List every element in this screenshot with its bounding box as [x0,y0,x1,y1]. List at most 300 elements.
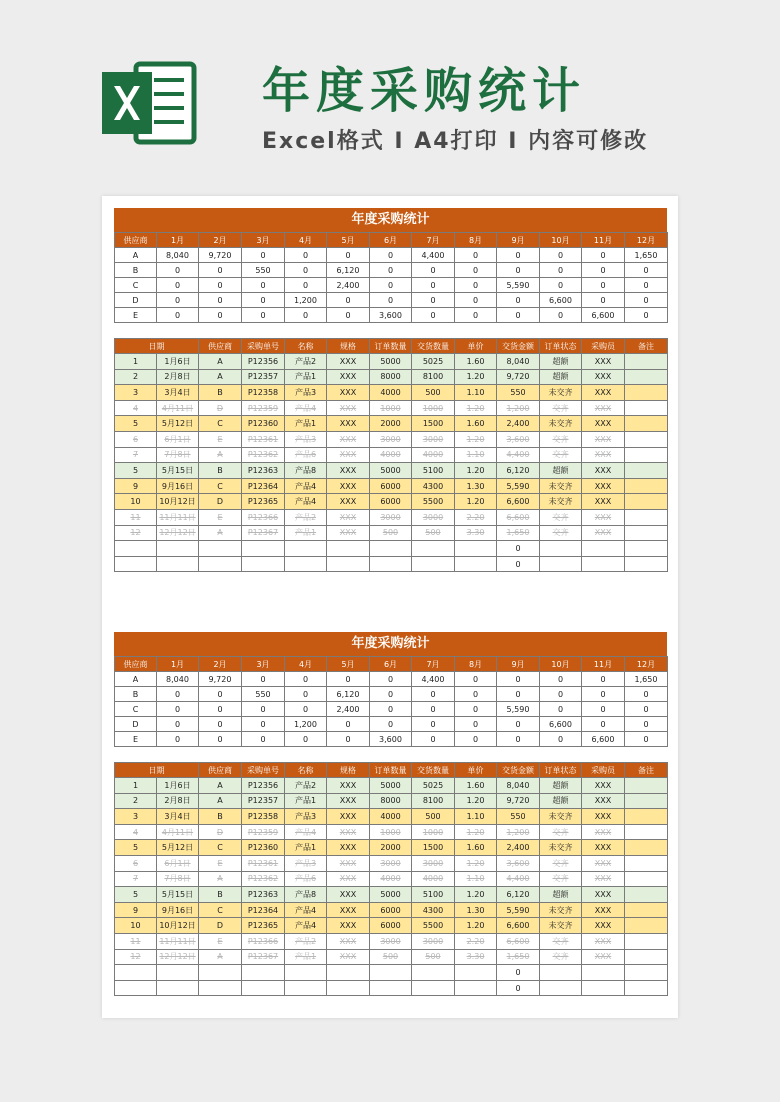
detail-cell[interactable]: XXX [582,840,625,856]
summary-cell[interactable]: 0 [157,293,199,308]
detail-cell[interactable]: 1000 [370,824,412,840]
detail-cell[interactable] [455,541,497,557]
summary-cell[interactable]: 1,200 [285,293,327,308]
summary-cell[interactable]: 0 [412,278,455,293]
detail-cell[interactable] [327,965,370,981]
detail-cell[interactable] [412,965,455,981]
detail-cell[interactable]: 产品1 [285,840,327,856]
summary-cell[interactable]: 0 [370,293,412,308]
detail-cell[interactable]: 产品4 [285,400,327,416]
detail-cell[interactable] [625,902,668,918]
detail-cell[interactable] [199,980,242,996]
detail-cell[interactable]: 未交齐 [540,494,582,510]
detail-cell[interactable]: P12359 [242,824,285,840]
summary-cell[interactable]: 0 [285,263,327,278]
detail-cell[interactable]: XXX [327,478,370,494]
detail-cell[interactable]: 11月11日 [157,933,199,949]
detail-cell[interactable]: 未交齐 [540,840,582,856]
detail-cell[interactable] [199,556,242,572]
detail-cell[interactable] [582,541,625,557]
detail-cell[interactable] [625,918,668,934]
detail-cell[interactable]: 5100 [412,887,455,903]
detail-cell[interactable]: 交齐 [540,431,582,447]
detail-cell[interactable] [625,809,668,825]
detail-cell[interactable]: 4300 [412,478,455,494]
summary-cell[interactable]: 0 [625,687,668,702]
detail-cell[interactable]: A [199,778,242,794]
summary-cell[interactable]: 0 [540,702,582,717]
detail-cell[interactable]: 8,040 [497,354,540,370]
detail-cell[interactable] [625,778,668,794]
detail-cell[interactable]: 11月11日 [157,509,199,525]
detail-cell[interactable]: 5,590 [497,902,540,918]
detail-cell[interactable]: 1.10 [455,871,497,887]
summary-cell[interactable]: 0 [199,717,242,732]
detail-cell[interactable]: 500 [370,525,412,541]
detail-cell[interactable] [625,509,668,525]
detail-cell[interactable] [115,980,157,996]
summary-cell[interactable]: 0 [285,278,327,293]
detail-cell[interactable]: 未交齐 [540,902,582,918]
detail-cell[interactable]: E [199,431,242,447]
detail-cell[interactable]: 3 [115,809,157,825]
detail-cell[interactable]: B [199,463,242,479]
detail-cell[interactable] [327,541,370,557]
summary-cell[interactable]: 0 [370,263,412,278]
detail-cell[interactable]: 5025 [412,354,455,370]
detail-cell[interactable]: C [199,478,242,494]
detail-cell[interactable]: 交齐 [540,447,582,463]
summary-cell[interactable]: 0 [582,702,625,717]
detail-cell[interactable]: 12 [115,949,157,965]
detail-cell[interactable]: P12358 [242,809,285,825]
detail-cell[interactable]: XXX [327,416,370,432]
detail-cell[interactable]: 3.30 [455,949,497,965]
summary-cell[interactable]: 6,600 [540,293,582,308]
detail-cell[interactable]: P12364 [242,902,285,918]
detail-cell[interactable]: 交齐 [540,871,582,887]
summary-cell[interactable]: 0 [455,687,497,702]
detail-cell[interactable]: 1,200 [497,824,540,840]
detail-cell[interactable]: 超额 [540,778,582,794]
summary-cell[interactable]: 0 [327,717,370,732]
detail-cell[interactable] [625,556,668,572]
summary-cell[interactable]: 0 [455,263,497,278]
summary-cell[interactable]: 0 [242,293,285,308]
summary-cell[interactable]: 0 [285,308,327,323]
detail-cell[interactable]: XXX [582,871,625,887]
detail-cell[interactable]: XXX [327,400,370,416]
detail-cell[interactable] [625,887,668,903]
summary-cell[interactable]: 5,590 [497,278,540,293]
detail-cell[interactable]: XXX [582,447,625,463]
detail-cell[interactable] [115,541,157,557]
detail-cell[interactable]: 1.20 [455,824,497,840]
summary-cell[interactable]: 0 [370,702,412,717]
detail-cell[interactable] [285,980,327,996]
detail-cell[interactable] [625,400,668,416]
detail-cell[interactable] [625,933,668,949]
detail-cell[interactable] [370,980,412,996]
detail-cell[interactable] [157,541,199,557]
summary-cell[interactable]: 3,600 [370,308,412,323]
detail-cell[interactable]: P12360 [242,840,285,856]
detail-cell[interactable]: 3000 [412,933,455,949]
detail-cell[interactable]: 2,400 [497,840,540,856]
detail-cell[interactable]: 5月15日 [157,887,199,903]
detail-cell[interactable]: A [199,447,242,463]
detail-cell[interactable]: 产品6 [285,447,327,463]
summary-cell[interactable]: 6,600 [582,732,625,747]
detail-cell[interactable]: 5 [115,840,157,856]
detail-cell[interactable]: 6 [115,855,157,871]
detail-cell[interactable]: 550 [497,385,540,401]
detail-cell[interactable]: 1月6日 [157,778,199,794]
summary-cell[interactable]: 0 [497,263,540,278]
detail-cell[interactable]: P12359 [242,400,285,416]
detail-cell[interactable]: 4000 [412,447,455,463]
detail-cell[interactable]: XXX [327,354,370,370]
detail-cell[interactable]: 11 [115,933,157,949]
detail-cell[interactable]: XXX [327,809,370,825]
detail-cell[interactable]: B [199,887,242,903]
detail-cell[interactable]: 5 [115,416,157,432]
summary-cell[interactable]: 0 [625,702,668,717]
summary-cell[interactable]: 6,600 [582,308,625,323]
summary-cell[interactable]: 1,650 [625,248,668,263]
summary-cell[interactable]: 0 [582,672,625,687]
detail-cell[interactable]: P12363 [242,887,285,903]
detail-cell[interactable]: XXX [327,431,370,447]
detail-cell[interactable]: XXX [582,902,625,918]
detail-cell[interactable]: P12358 [242,385,285,401]
detail-cell[interactable]: 4,400 [497,871,540,887]
summary-cell[interactable]: 1,200 [285,717,327,732]
detail-cell[interactable]: 1.20 [455,918,497,934]
detail-cell[interactable]: 未交齐 [540,416,582,432]
detail-cell[interactable]: 5000 [370,354,412,370]
detail-cell[interactable]: 2.20 [455,509,497,525]
detail-cell[interactable]: 1.20 [455,494,497,510]
detail-cell[interactable] [285,541,327,557]
summary-cell[interactable]: 0 [157,687,199,702]
summary-cell[interactable]: 0 [582,717,625,732]
detail-cell[interactable]: P12365 [242,494,285,510]
detail-cell[interactable]: XXX [582,385,625,401]
detail-cell[interactable]: P12366 [242,509,285,525]
detail-cell[interactable]: 1.60 [455,354,497,370]
detail-cell[interactable]: D [199,400,242,416]
detail-cell[interactable] [540,541,582,557]
summary-cell[interactable]: 4,400 [412,672,455,687]
detail-cell[interactable]: XXX [582,509,625,525]
detail-cell[interactable] [625,385,668,401]
detail-cell[interactable]: 1 [115,778,157,794]
detail-cell[interactable]: 6,600 [497,509,540,525]
detail-cell[interactable]: 6,600 [497,933,540,949]
detail-cell[interactable]: XXX [582,793,625,809]
detail-cell[interactable] [625,463,668,479]
detail-cell[interactable]: 12月12日 [157,525,199,541]
detail-cell[interactable]: 11 [115,509,157,525]
detail-cell[interactable] [199,541,242,557]
summary-cell[interactable]: 0 [412,293,455,308]
summary-cell[interactable]: 5,590 [497,702,540,717]
detail-cell[interactable]: 4000 [370,809,412,825]
detail-cell[interactable] [412,541,455,557]
detail-cell[interactable]: 6,120 [497,887,540,903]
summary-cell[interactable]: 0 [370,717,412,732]
detail-cell[interactable]: XXX [327,887,370,903]
detail-cell[interactable] [412,556,455,572]
detail-cell[interactable]: 超额 [540,463,582,479]
summary-cell[interactable]: 0 [412,702,455,717]
detail-cell[interactable]: 3月4日 [157,385,199,401]
summary-cell[interactable]: 8,040 [157,672,199,687]
detail-cell[interactable] [582,965,625,981]
detail-cell[interactable]: 交齐 [540,949,582,965]
detail-cell[interactable]: 7 [115,447,157,463]
detail-cell[interactable] [625,541,668,557]
detail-cell[interactable]: 3.30 [455,525,497,541]
summary-cell[interactable]: 0 [540,248,582,263]
detail-cell[interactable]: 10 [115,918,157,934]
detail-cell[interactable]: 0 [497,556,540,572]
summary-cell[interactable]: 0 [497,248,540,263]
detail-cell[interactable] [625,369,668,385]
detail-cell[interactable]: XXX [327,369,370,385]
summary-cell[interactable]: 0 [370,248,412,263]
detail-cell[interactable]: 500 [412,385,455,401]
detail-cell[interactable]: 5500 [412,494,455,510]
summary-cell[interactable]: 0 [625,278,668,293]
detail-cell[interactable]: 5500 [412,918,455,934]
detail-cell[interactable] [625,354,668,370]
summary-cell[interactable]: 0 [497,717,540,732]
detail-cell[interactable]: 500 [412,949,455,965]
detail-cell[interactable]: XXX [327,793,370,809]
detail-cell[interactable]: 4 [115,400,157,416]
detail-cell[interactable] [412,980,455,996]
summary-cell[interactable]: 0 [370,687,412,702]
detail-cell[interactable]: 6000 [370,494,412,510]
detail-cell[interactable]: 产品1 [285,793,327,809]
detail-cell[interactable]: 4000 [412,871,455,887]
detail-cell[interactable]: 1.10 [455,447,497,463]
detail-cell[interactable]: P12365 [242,918,285,934]
detail-cell[interactable]: 2月8日 [157,369,199,385]
summary-cell[interactable]: 0 [285,248,327,263]
summary-cell[interactable]: 0 [582,278,625,293]
detail-cell[interactable] [285,965,327,981]
detail-cell[interactable]: P12361 [242,855,285,871]
detail-cell[interactable]: A [199,354,242,370]
summary-cell[interactable]: 0 [625,732,668,747]
detail-cell[interactable]: 1500 [412,416,455,432]
detail-cell[interactable]: 6,120 [497,463,540,479]
detail-cell[interactable]: A [199,369,242,385]
detail-cell[interactable]: 1,650 [497,525,540,541]
summary-cell[interactable]: 0 [157,263,199,278]
detail-cell[interactable]: 9 [115,478,157,494]
detail-cell[interactable]: 产品1 [285,949,327,965]
detail-cell[interactable]: 2 [115,793,157,809]
detail-cell[interactable]: XXX [327,385,370,401]
detail-cell[interactable]: 3000 [412,509,455,525]
detail-cell[interactable]: 3月4日 [157,809,199,825]
detail-cell[interactable] [625,478,668,494]
detail-cell[interactable]: 未交齐 [540,478,582,494]
detail-cell[interactable]: P12357 [242,369,285,385]
detail-cell[interactable]: XXX [327,494,370,510]
detail-cell[interactable]: P12366 [242,933,285,949]
detail-cell[interactable] [157,556,199,572]
detail-cell[interactable]: 8100 [412,793,455,809]
detail-cell[interactable]: XXX [582,887,625,903]
detail-cell[interactable]: 产品2 [285,933,327,949]
detail-cell[interactable]: 1.20 [455,431,497,447]
detail-cell[interactable]: P12356 [242,354,285,370]
detail-cell[interactable]: 超额 [540,793,582,809]
summary-cell[interactable]: 0 [242,308,285,323]
detail-cell[interactable] [327,980,370,996]
detail-cell[interactable] [625,431,668,447]
detail-cell[interactable]: 交齐 [540,525,582,541]
detail-cell[interactable]: 7月8日 [157,447,199,463]
detail-cell[interactable]: 4000 [370,871,412,887]
detail-cell[interactable]: XXX [327,778,370,794]
detail-cell[interactable]: 产品1 [285,525,327,541]
summary-cell[interactable]: 9,720 [199,672,242,687]
detail-cell[interactable]: 产品2 [285,509,327,525]
detail-cell[interactable]: 1.60 [455,840,497,856]
detail-cell[interactable]: P12362 [242,871,285,887]
detail-cell[interactable]: XXX [327,933,370,949]
detail-cell[interactable]: 8000 [370,793,412,809]
detail-cell[interactable]: 5000 [370,463,412,479]
detail-cell[interactable]: 7月8日 [157,871,199,887]
detail-cell[interactable]: 9 [115,902,157,918]
detail-cell[interactable] [540,980,582,996]
detail-cell[interactable]: 6月1日 [157,855,199,871]
summary-cell[interactable]: 0 [540,278,582,293]
detail-cell[interactable]: E [199,855,242,871]
detail-cell[interactable]: XXX [327,463,370,479]
detail-cell[interactable] [370,965,412,981]
detail-cell[interactable]: XXX [327,824,370,840]
summary-cell[interactable]: 0 [625,263,668,278]
summary-cell[interactable]: A [115,248,157,263]
detail-cell[interactable]: 5月15日 [157,463,199,479]
summary-cell[interactable]: 0 [199,293,242,308]
summary-cell[interactable]: 0 [455,732,497,747]
summary-cell[interactable]: 0 [370,672,412,687]
detail-cell[interactable]: XXX [327,509,370,525]
detail-cell[interactable]: 1.60 [455,416,497,432]
detail-cell[interactable] [625,965,668,981]
detail-cell[interactable]: 1 [115,354,157,370]
detail-cell[interactable]: 交齐 [540,509,582,525]
detail-cell[interactable]: 9,720 [497,793,540,809]
summary-cell[interactable]: 0 [625,308,668,323]
summary-cell[interactable]: 0 [412,308,455,323]
detail-cell[interactable] [242,541,285,557]
summary-cell[interactable]: 0 [327,248,370,263]
summary-cell[interactable]: 0 [540,672,582,687]
detail-cell[interactable]: 10月12日 [157,918,199,934]
summary-cell[interactable]: 0 [455,248,497,263]
detail-cell[interactable]: XXX [327,949,370,965]
detail-cell[interactable]: XXX [582,778,625,794]
detail-cell[interactable]: XXX [582,463,625,479]
detail-cell[interactable]: 4月11日 [157,400,199,416]
detail-cell[interactable]: 交齐 [540,933,582,949]
summary-cell[interactable]: 0 [327,293,370,308]
summary-cell[interactable]: 0 [582,293,625,308]
detail-cell[interactable]: 3 [115,385,157,401]
detail-cell[interactable]: 2000 [370,840,412,856]
detail-cell[interactable]: 8100 [412,369,455,385]
detail-cell[interactable]: 产品6 [285,871,327,887]
summary-cell[interactable]: 0 [540,732,582,747]
detail-cell[interactable]: 6月1日 [157,431,199,447]
detail-cell[interactable]: E [199,933,242,949]
summary-cell[interactable]: 0 [157,732,199,747]
summary-cell[interactable]: 6,120 [327,263,370,278]
summary-cell[interactable]: 0 [625,717,668,732]
summary-cell[interactable]: 0 [242,672,285,687]
detail-cell[interactable]: 产品3 [285,385,327,401]
detail-cell[interactable]: XXX [582,855,625,871]
detail-cell[interactable]: 10 [115,494,157,510]
detail-cell[interactable]: 2月8日 [157,793,199,809]
summary-cell[interactable]: 0 [242,278,285,293]
detail-cell[interactable]: 3000 [412,431,455,447]
detail-cell[interactable] [625,494,668,510]
detail-cell[interactable]: 3000 [370,855,412,871]
detail-cell[interactable]: A [199,525,242,541]
summary-cell[interactable]: 0 [412,732,455,747]
detail-cell[interactable]: XXX [327,855,370,871]
detail-cell[interactable]: 产品1 [285,369,327,385]
detail-cell[interactable]: P12361 [242,431,285,447]
detail-cell[interactable] [625,855,668,871]
summary-cell[interactable]: 0 [327,308,370,323]
detail-cell[interactable] [455,556,497,572]
detail-cell[interactable]: 产品2 [285,354,327,370]
detail-cell[interactable]: 6,600 [497,494,540,510]
detail-cell[interactable]: 3000 [370,431,412,447]
detail-cell[interactable]: XXX [327,525,370,541]
detail-cell[interactable]: 产品4 [285,902,327,918]
detail-cell[interactable]: C [199,902,242,918]
detail-cell[interactable]: 5月12日 [157,416,199,432]
summary-cell[interactable]: 0 [157,717,199,732]
summary-cell[interactable]: 0 [242,717,285,732]
detail-cell[interactable]: XXX [327,918,370,934]
detail-cell[interactable]: XXX [582,478,625,494]
summary-cell[interactable]: 0 [625,293,668,308]
detail-cell[interactable]: XXX [327,447,370,463]
detail-cell[interactable]: 1.30 [455,478,497,494]
detail-cell[interactable]: XXX [327,840,370,856]
summary-cell[interactable]: 0 [157,702,199,717]
detail-cell[interactable]: 12 [115,525,157,541]
detail-cell[interactable] [540,556,582,572]
summary-cell[interactable]: 0 [242,702,285,717]
detail-cell[interactable]: 5,590 [497,478,540,494]
detail-cell[interactable]: XXX [582,525,625,541]
